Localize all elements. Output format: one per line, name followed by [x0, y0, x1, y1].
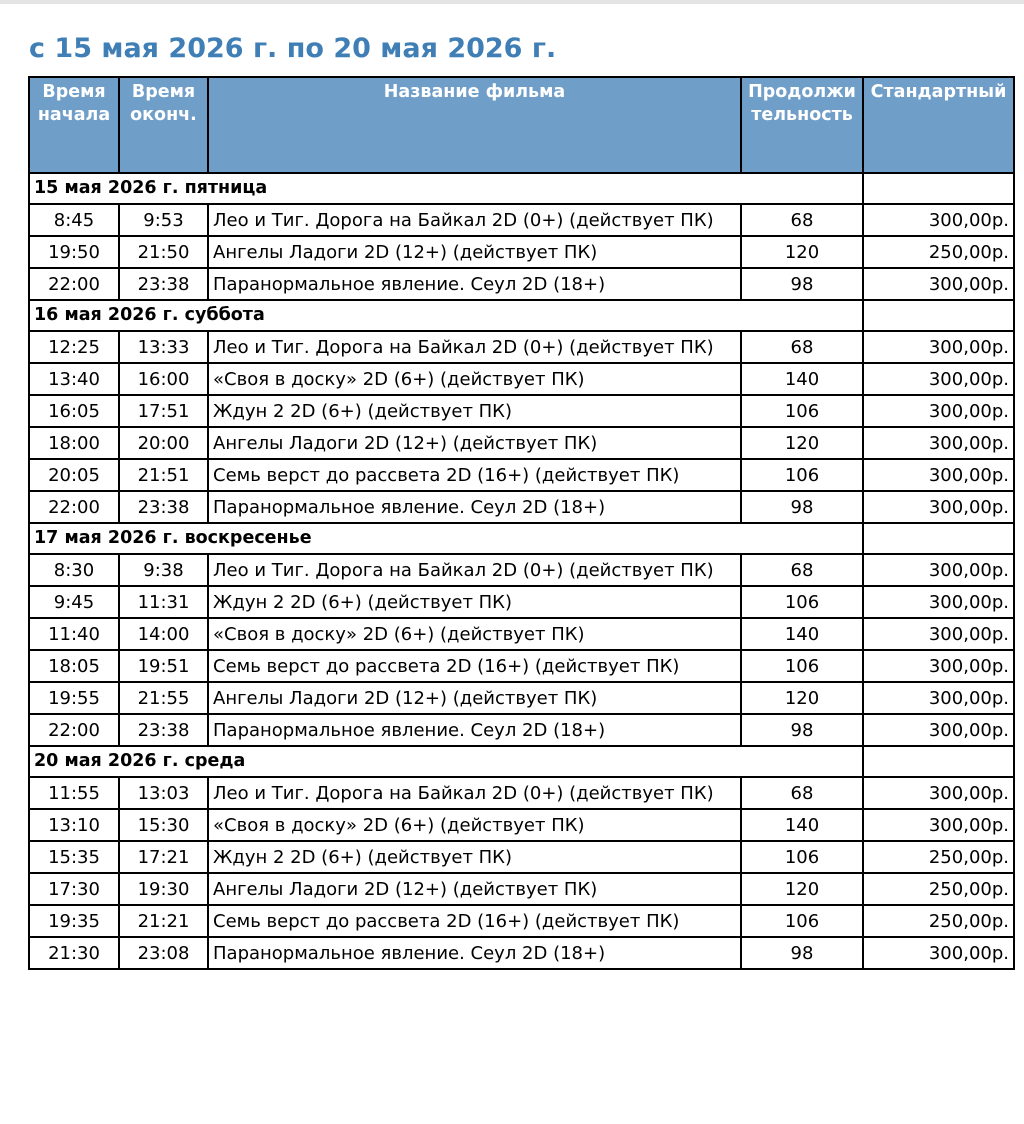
session-film-title: Паранормальное явление. Сеул 2D (18+): [208, 714, 741, 746]
session-start-time: 19:50: [29, 236, 119, 268]
session-price: 250,00р.: [863, 873, 1014, 905]
session-film-title: Паранормальное явление. Сеул 2D (18+): [208, 937, 741, 969]
session-start-time: 18:05: [29, 650, 119, 682]
header-end-time: Время оконч.: [119, 77, 208, 173]
session-start-time: 20:05: [29, 459, 119, 491]
session-start-time: 11:40: [29, 618, 119, 650]
session-film-title: Ангелы Ладоги 2D (12+) (действует ПК): [208, 873, 741, 905]
session-duration: 68: [741, 554, 863, 586]
session-price: 300,00р.: [863, 586, 1014, 618]
session-row: [29, 937, 1014, 969]
session-film-title: Лео и Тиг. Дорога на Байкал 2D (0+) (действует ПК): [208, 331, 741, 363]
session-end-time: 23:38: [119, 714, 208, 746]
session-duration: 98: [741, 491, 863, 523]
session-duration: 106: [741, 650, 863, 682]
session-end-time: 13:33: [119, 331, 208, 363]
session-duration: 68: [741, 777, 863, 809]
session-row: [29, 682, 1014, 714]
session-film-title: Ангелы Ладоги 2D (12+) (действует ПК): [208, 682, 741, 714]
session-end-time: 16:00: [119, 363, 208, 395]
session-price: 300,00р.: [863, 459, 1014, 491]
session-price: 300,00р.: [863, 491, 1014, 523]
session-row: [29, 363, 1014, 395]
session-price: 250,00р.: [863, 236, 1014, 268]
session-price: 250,00р.: [863, 841, 1014, 873]
session-start-time: 8:45: [29, 204, 119, 236]
session-row: [29, 236, 1014, 268]
session-price: 300,00р.: [863, 395, 1014, 427]
session-duration: 98: [741, 714, 863, 746]
session-row: [29, 427, 1014, 459]
session-price: 300,00р.: [863, 682, 1014, 714]
session-duration: 106: [741, 459, 863, 491]
session-end-time: 9:38: [119, 554, 208, 586]
session-film-title: Ждун 2 2D (6+) (действует ПК): [208, 586, 741, 618]
session-price: 300,00р.: [863, 268, 1014, 300]
day-label-empty-cell: [863, 746, 1014, 777]
session-start-time: 17:30: [29, 873, 119, 905]
day-label: 16 мая 2026 г. суббота: [29, 300, 863, 331]
day-header-row: [29, 173, 1014, 204]
session-end-time: 15:30: [119, 809, 208, 841]
session-row: [29, 395, 1014, 427]
session-row: [29, 331, 1014, 363]
session-price: 300,00р.: [863, 714, 1014, 746]
session-film-title: Семь верст до рассвета 2D (16+) (действует ПК): [208, 650, 741, 682]
session-price: 300,00р.: [863, 937, 1014, 969]
session-end-time: 19:30: [119, 873, 208, 905]
session-row: [29, 491, 1014, 523]
session-row: [29, 459, 1014, 491]
session-row: [29, 618, 1014, 650]
session-start-time: 22:00: [29, 491, 119, 523]
header-film-title: Название фильма: [208, 77, 741, 173]
schedule-table: [28, 76, 1015, 970]
day-header-row: [29, 300, 1014, 331]
session-start-time: 22:00: [29, 714, 119, 746]
session-row: [29, 554, 1014, 586]
session-duration: 140: [741, 809, 863, 841]
session-start-time: 15:35: [29, 841, 119, 873]
session-duration: 98: [741, 268, 863, 300]
session-row: [29, 586, 1014, 618]
session-film-title: Ждун 2 2D (6+) (действует ПК): [208, 841, 741, 873]
session-film-title: Лео и Тиг. Дорога на Байкал 2D (0+) (действует ПК): [208, 204, 741, 236]
session-duration: 120: [741, 873, 863, 905]
session-price: 300,00р.: [863, 363, 1014, 395]
session-start-time: 19:35: [29, 905, 119, 937]
session-end-time: 11:31: [119, 586, 208, 618]
session-duration: 120: [741, 236, 863, 268]
session-film-title: Лео и Тиг. Дорога на Байкал 2D (0+) (действует ПК): [208, 554, 741, 586]
session-start-time: 8:30: [29, 554, 119, 586]
session-price: 300,00р.: [863, 204, 1014, 236]
day-label: 17 мая 2026 г. воскресенье: [29, 523, 863, 554]
session-row: [29, 873, 1014, 905]
page-title: с 15 мая 2026 г. по 20 мая 2026 г.: [29, 33, 557, 64]
session-end-time: 23:38: [119, 268, 208, 300]
session-start-time: 13:40: [29, 363, 119, 395]
session-start-time: 13:10: [29, 809, 119, 841]
session-film-title: Семь верст до рассвета 2D (16+) (действует ПК): [208, 459, 741, 491]
header-start-time: Время начала: [29, 77, 119, 173]
session-row: [29, 777, 1014, 809]
session-start-time: 11:55: [29, 777, 119, 809]
table-header-row: [29, 77, 1014, 173]
session-duration: 120: [741, 682, 863, 714]
session-price: 300,00р.: [863, 331, 1014, 363]
header-price: Стандартный: [863, 77, 1014, 173]
session-end-time: 21:50: [119, 236, 208, 268]
session-end-time: 9:53: [119, 204, 208, 236]
session-duration: 120: [741, 427, 863, 459]
session-row: [29, 268, 1014, 300]
top-divider: [0, 0, 1024, 4]
session-row: [29, 204, 1014, 236]
session-end-time: 23:08: [119, 937, 208, 969]
session-price: 300,00р.: [863, 554, 1014, 586]
session-start-time: 18:00: [29, 427, 119, 459]
session-end-time: 19:51: [119, 650, 208, 682]
session-duration: 140: [741, 618, 863, 650]
session-film-title: Паранормальное явление. Сеул 2D (18+): [208, 491, 741, 523]
session-film-title: «Своя в доску» 2D (6+) (действует ПК): [208, 363, 741, 395]
session-duration: 68: [741, 204, 863, 236]
session-duration: 106: [741, 395, 863, 427]
schedule-body: [29, 173, 1014, 969]
session-duration: 106: [741, 586, 863, 618]
session-row: [29, 650, 1014, 682]
session-price: 250,00р.: [863, 905, 1014, 937]
session-start-time: 9:45: [29, 586, 119, 618]
session-start-time: 22:00: [29, 268, 119, 300]
session-row: [29, 809, 1014, 841]
session-duration: 140: [741, 363, 863, 395]
session-end-time: 21:51: [119, 459, 208, 491]
session-start-time: 19:55: [29, 682, 119, 714]
session-film-title: Ангелы Ладоги 2D (12+) (действует ПК): [208, 236, 741, 268]
session-duration: 106: [741, 841, 863, 873]
session-end-time: 13:03: [119, 777, 208, 809]
session-film-title: «Своя в доску» 2D (6+) (действует ПК): [208, 809, 741, 841]
session-price: 300,00р.: [863, 427, 1014, 459]
session-price: 300,00р.: [863, 777, 1014, 809]
session-film-title: Ждун 2 2D (6+) (действует ПК): [208, 395, 741, 427]
day-label-empty-cell: [863, 173, 1014, 204]
session-end-time: 23:38: [119, 491, 208, 523]
session-start-time: 16:05: [29, 395, 119, 427]
session-end-time: 20:00: [119, 427, 208, 459]
session-row: [29, 714, 1014, 746]
session-start-time: 12:25: [29, 331, 119, 363]
session-duration: 68: [741, 331, 863, 363]
session-end-time: 14:00: [119, 618, 208, 650]
session-film-title: Семь верст до рассвета 2D (16+) (действует ПК): [208, 905, 741, 937]
session-end-time: 17:51: [119, 395, 208, 427]
day-label-empty-cell: [863, 523, 1014, 554]
session-end-time: 21:21: [119, 905, 208, 937]
header-duration: Продолжительность: [741, 77, 863, 173]
day-header-row: [29, 523, 1014, 554]
day-header-row: [29, 746, 1014, 777]
session-row: [29, 905, 1014, 937]
session-film-title: Паранормальное явление. Сеул 2D (18+): [208, 268, 741, 300]
session-film-title: Лео и Тиг. Дорога на Байкал 2D (0+) (действует ПК): [208, 777, 741, 809]
day-label-empty-cell: [863, 300, 1014, 331]
session-end-time: 17:21: [119, 841, 208, 873]
session-film-title: Ангелы Ладоги 2D (12+) (действует ПК): [208, 427, 741, 459]
session-price: 300,00р.: [863, 618, 1014, 650]
session-price: 300,00р.: [863, 809, 1014, 841]
day-label: 15 мая 2026 г. пятница: [29, 173, 863, 204]
session-row: [29, 841, 1014, 873]
session-start-time: 21:30: [29, 937, 119, 969]
session-end-time: 21:55: [119, 682, 208, 714]
session-film-title: «Своя в доску» 2D (6+) (действует ПК): [208, 618, 741, 650]
session-duration: 106: [741, 905, 863, 937]
session-price: 300,00р.: [863, 650, 1014, 682]
session-duration: 98: [741, 937, 863, 969]
day-label: 20 мая 2026 г. среда: [29, 746, 863, 777]
